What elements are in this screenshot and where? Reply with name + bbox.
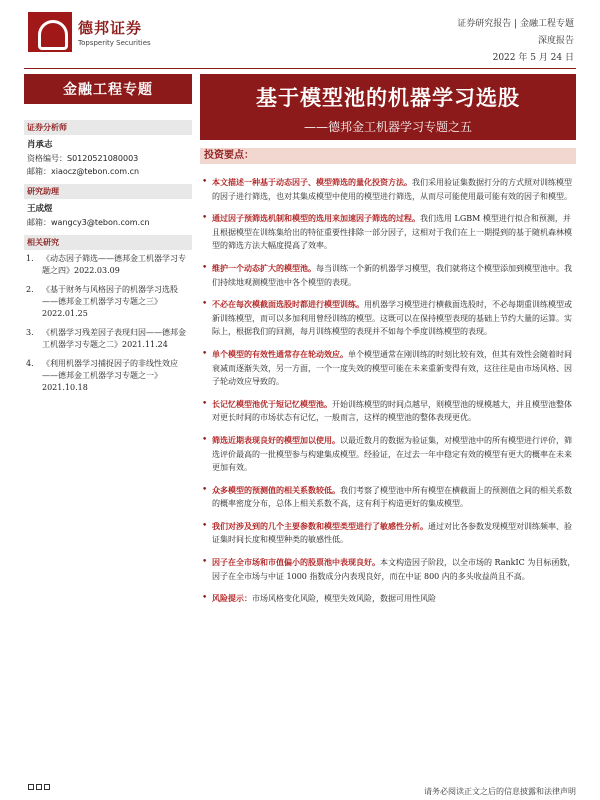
bullet-item: • 不必在每次模截面选股时都进行模型训练。用机器学习模型进行横截面选股时，不必每期重训练模型或新训练模型，而可以多加利用曾经训练的模型。这既可以在保持模型表现的基础上节约大量的运算。实际上，根据我们的回测，每月训练模型的表现并不如每个季度训练模型的表现。 — [202, 298, 576, 339]
bullet-icon: • — [202, 177, 208, 187]
key-points-header: 投资要点： — [200, 148, 576, 164]
bullet-icon: • — [202, 520, 208, 531]
brand-logo — [28, 12, 151, 52]
brand-name-cn: 德邦证券 — [78, 19, 143, 37]
bullet-icon: • — [202, 398, 208, 409]
related-list — [24, 250, 192, 398]
logo-icon — [28, 12, 72, 52]
bullet-item: • 我们对涉及到的几个主要参数和模型类型进行了敏感性分析。通过对比各参数发现模型对训练频率、验证集时间长度和模型种类的敏感性低。 — [202, 520, 576, 547]
bullet-icon: • — [202, 299, 208, 310]
bullet-icon: • — [202, 484, 208, 495]
page-footer — [28, 784, 576, 798]
assistant-info — [24, 199, 192, 231]
bullet-item: • 单个模型的有效性通常存在轮动效应。单个模型通常在刚训练的时刻比较有效，但其有效性会随着时间衰减而逐渐失效，另一方面，一个一度失效的模型可能在未来重新变得有效，这往往是由市场风格、因子轮动效应导致的。 — [202, 348, 576, 389]
assistant-label: 研究助理 — [24, 184, 192, 199]
disclaimer-text: 请务必阅读正文之后的信息披露和法律声明 — [424, 786, 576, 796]
key-points-list — [202, 176, 576, 615]
bullet-item: • 筛选近期表现良好的模型加以使用。以最近数月的数据为验证集，对模型池中的所有模型进行评价，筛选评价最高的一批模型参与构建集成模型。经验证，在过去一年中稳定有效的模型有更大的概率在未来更加有效。 — [202, 434, 576, 475]
bullet-item: • 因子在全市场和市值偏小的股票池中表现良好。本文构造因子阶段，以全市场的 RankIC 为目标函数，因子在全市场与中证 1000 指数成分内表现良好，而在中证 800 内的多头收益尚且不高。 — [202, 556, 576, 583]
bullet-item: • 众多模型的预测值的相关系数较低。我们考察了模型池中所有模型在横截面上的预测值之间的相关系数的概率密度分布，总体上相关系数不高，这有利于构造更好的集成模型。 — [202, 484, 576, 511]
bullet-icon: • — [202, 434, 208, 445]
list-item[interactable]: 1. 《动态因子筛选——德邦金工机器学习专题之四》2022.03.09 — [26, 254, 186, 275]
bullet-icon: • — [202, 213, 208, 224]
bullet-icon: • — [202, 262, 208, 273]
qr-code-icon — [28, 784, 50, 798]
report-type: 证券研究报告 | 金融工程专题 — [457, 19, 574, 29]
related-label: 相关研究 — [24, 235, 192, 250]
bullet-item: • 风险提示：市场风格变化风险，模型失效风险，数据可用性风险 — [202, 592, 576, 606]
analyst-cert: 资格编号：S0120521080003 — [27, 154, 139, 163]
assistant-name: 王成煜 — [27, 204, 53, 214]
header-divider — [24, 68, 576, 69]
analyst-email[interactable]: 邮箱：xiaocz@tebon.com.cn — [27, 167, 140, 176]
list-item[interactable]: 3. 《机器学习残差因子表现归因——德邦金工机器学习专题之二》2021.11.24 — [26, 328, 186, 349]
bullet-item: • 长记忆模型池优于短记忆模型池。开始训练模型的时间点越早，则模型池的规模越大，并且模型池整体对更长时间的市场状态有记忆，一般而言，这样的模型池的整体表现更优。 — [202, 398, 576, 425]
report-depth: 深度报告 — [537, 36, 574, 46]
analyst-info — [24, 135, 192, 180]
bullet-icon: • — [202, 557, 208, 568]
sidebar — [24, 116, 192, 398]
list-item[interactable]: 2. 《基于财务与风格因子的机器学习选股——德邦金工机器学习专题之三》2022.01.25 — [26, 285, 178, 318]
brand-name-en: Topsperity Securities — [78, 39, 151, 47]
report-date: 2022 年 5 月 24 日 — [492, 53, 574, 63]
page-title: 基于模型池的机器学习选股 — [256, 85, 520, 110]
list-item[interactable]: 4. 《利用机器学习捕捉因子的非线性效应——德邦金工机器学习专题之一》2021.10.18 — [26, 359, 178, 392]
bullet-item: • 本文描述一种基于动态因子、模型筛选的量化投资方法。我们采用验证集数据打分的方式照对训练模型的因子进行筛选，也对其集成模型中使用的模型进行筛选，从而尽可能使用最可能有效的因子和模型。 — [202, 176, 576, 203]
analyst-label: 证券分析师 — [24, 120, 192, 135]
page-subtitle: ——德邦金工机器学习专题之五 — [303, 120, 472, 134]
assistant-email[interactable]: 邮箱：wangcy3@tebon.com.cn — [27, 218, 150, 227]
bullet-icon: • — [202, 348, 208, 359]
bullet-item: • 维护一个动态扩大的模型池。每当训练一个新的机器学习模型，我们就将这个模型添加到模型池中。我们持续地观测模型池中各个模型的表现。 — [202, 262, 576, 289]
analyst-name: 肖承志 — [27, 140, 53, 150]
bullet-item: • 通过因子预筛选机制和模型的选用来加速因子筛选的过程。我们选用 LGBM 模型进行拟合和预测，并且根据模型在训练集给出的特征重要性排除一部分因子，这相对于我们在上一期提到的基于随机森林模型的筛选方法大幅度提高了效率。 — [202, 212, 576, 253]
section-title: 金融工程专题 — [24, 74, 192, 104]
bullet-icon: • — [202, 593, 208, 604]
report-header — [457, 16, 574, 67]
title-banner — [200, 74, 576, 140]
